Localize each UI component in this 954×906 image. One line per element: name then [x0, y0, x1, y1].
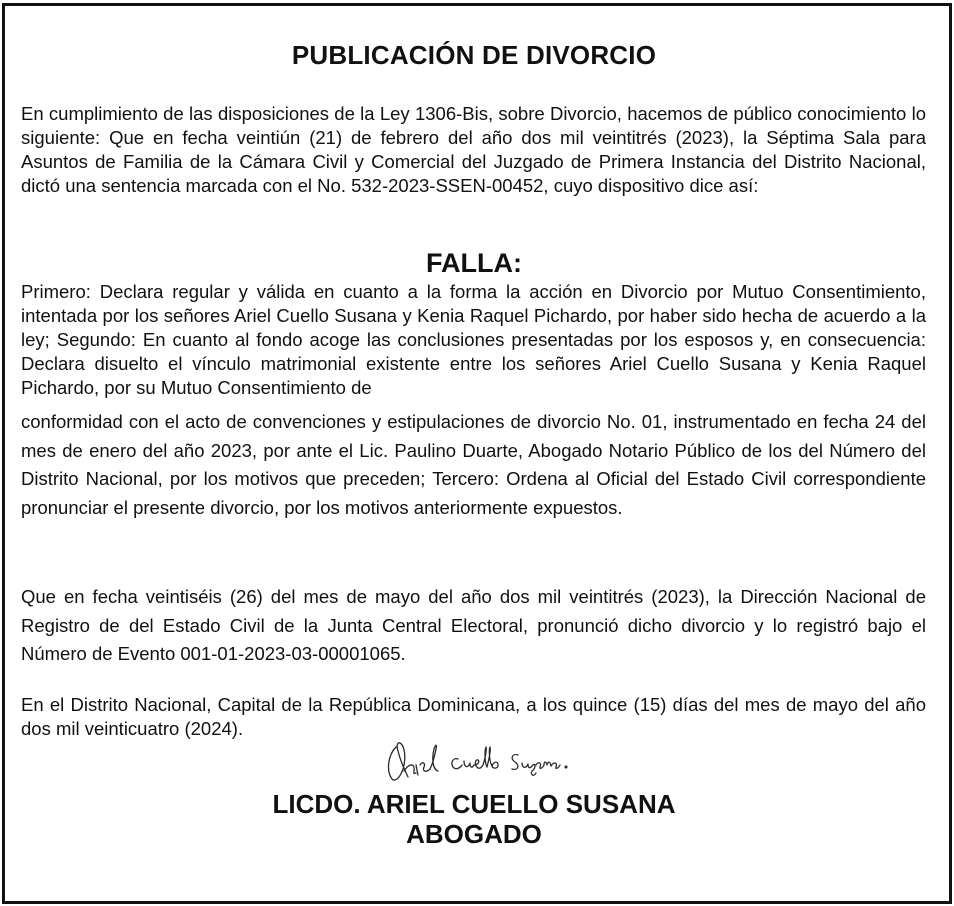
intro-paragraph: En cumplimiento de las disposiciones de la Ley 1306-Bis, sobre Divorcio, hacemos de público conocimiento lo siguiente: Que en fecha veintiún (21) de febrero del año dos mil veintitrés (2023), la Séptima Sala para Asuntos de Familia de la Cámara Civil y Comercial del Juzgado de Primera Instancia del Distrito Nacional, dictó una sentencia marcada con el No. 532-2023-SSEN-00452, cuyo dispositivo dice así: [21, 103, 926, 196]
handwritten-signature [382, 735, 582, 787]
registration-paragraph: Que en fecha veintiséis (26) del mes de mayo del año dos mil veintitrés (2023), la Dirección Nacional de Registro de del Estado Civil de la Junta Central Electoral, pronunció dicho divorcio y lo registró bajo el Número de Evento 001-01-2023-03-00001065. [21, 586, 926, 664]
ruling-paragraph-part1: Primero: Declara regular y válida en cuanto a la forma la acción en Divorcio por Mutuo Consentimiento, intentada por los señores Ariel Cuello Susana y Kenia Raquel Pichardo, por haber sido hecha de acuerdo a la ley; Segundo: En cuanto al fondo acoge las conclusiones presentadas por los esposos y, en consecuencia: Declara disuelto el vínculo matrimonial existente entre los señores Ariel Cuello Susana y Kenia Raquel Pichardo, por su Mutuo Consentimiento de [21, 281, 926, 398]
falla-heading: FALLA: [426, 248, 522, 278]
ruling-paragraph-part2: conformidad con el acto de convenciones y estipulaciones de divorcio No. 01, instrumentado en fecha 24 del mes de enero del año 2023, por ante el Lic. Paulino Duarte, Abogado Notario Público de los del Número del Distrito Nacional, por los motivos que preceden; Tercero: Ordena al Oficial del Estado Civil correspondiente pronunciar el presente divorcio, por los motivos anteriormente expuestos. [21, 411, 926, 518]
notice-title: PUBLICACIÓN DE DIVORCIO [291, 40, 657, 70]
signer-name: LICDO. ARIEL CUELLO SUSANA [272, 789, 676, 819]
closing-paragraph: En el Distrito Nacional, Capital de la República Dominicana, a los quince (15) días del mes de mayo del año dos mil veinticuatro (2024). [21, 694, 926, 739]
signer-role: ABOGADO [406, 819, 542, 849]
